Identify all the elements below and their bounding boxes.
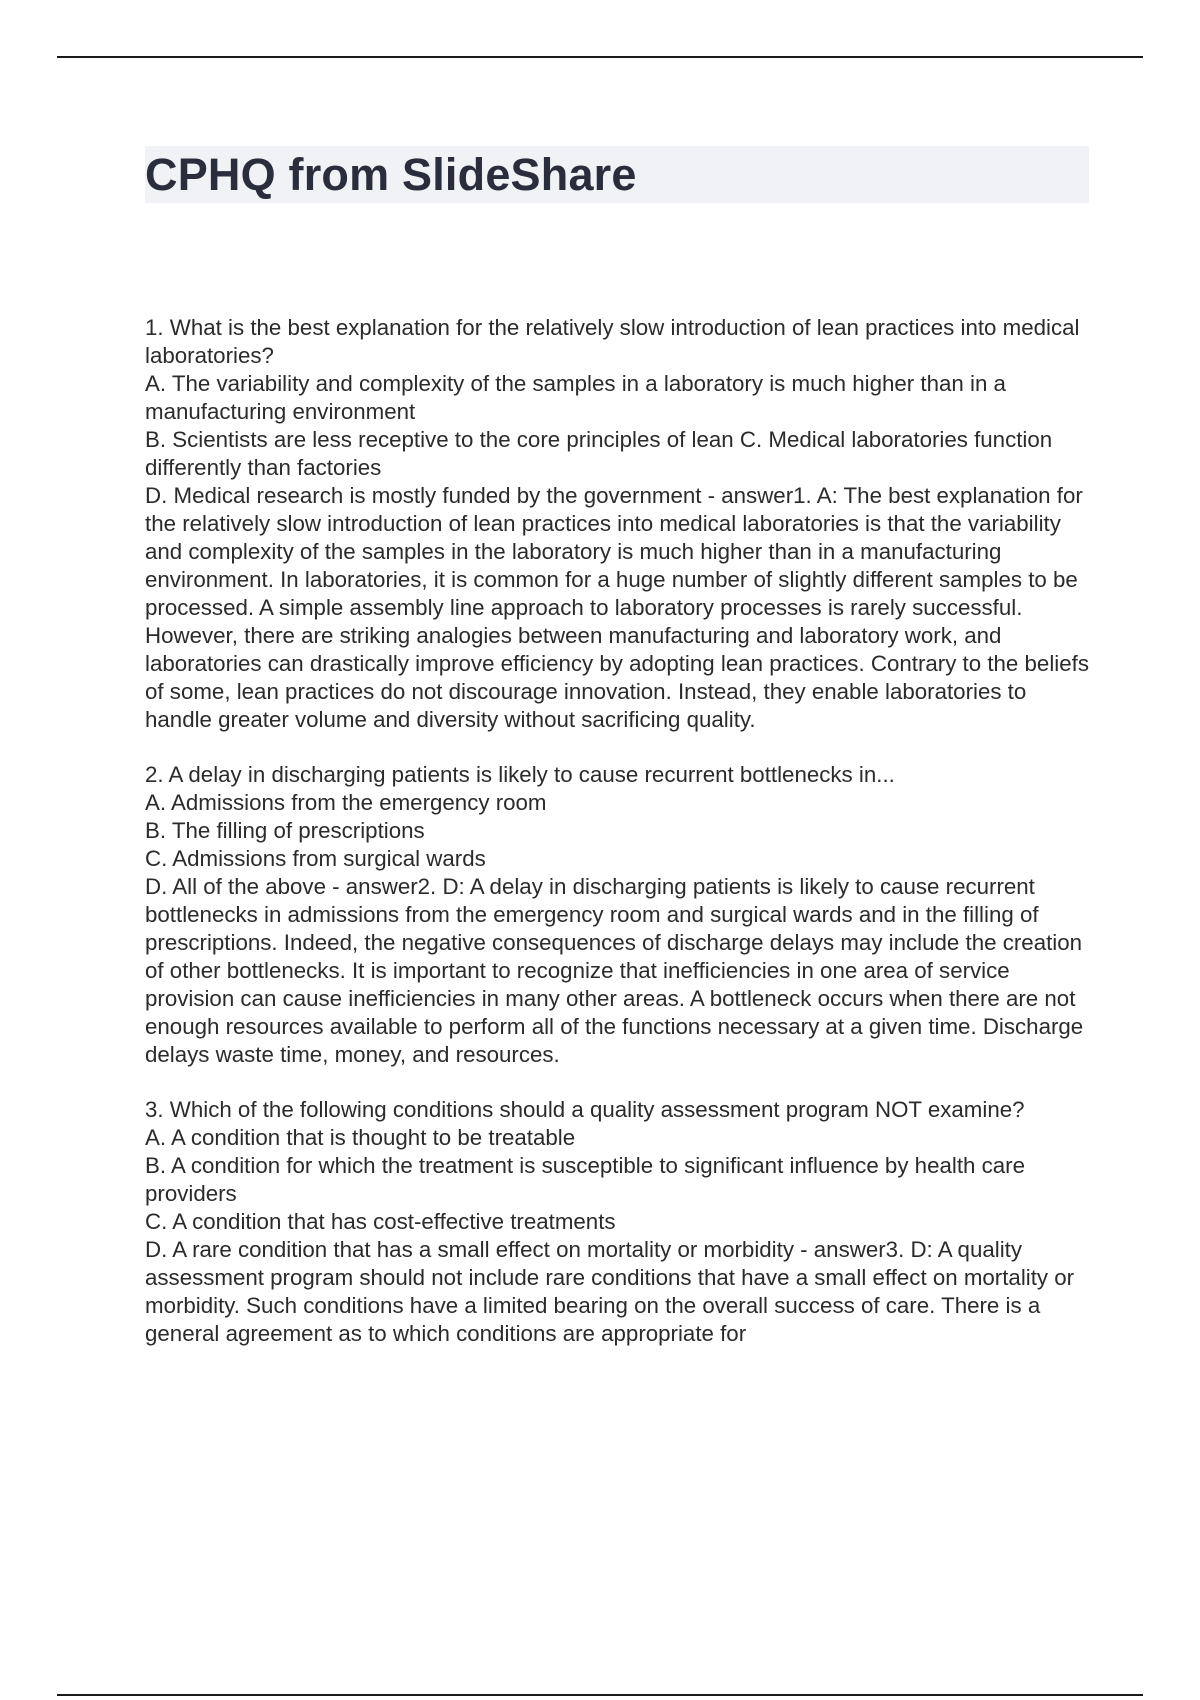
answer-option-b: B. A condition for which the treatment is susceptible to significant influence by health care providers [145, 1153, 1025, 1206]
answer-option-a: A. The variability and complexity of the samples in a laboratory is much higher than in a manufacturing environment [145, 371, 1006, 424]
top-divider [57, 56, 1143, 58]
answer-option-a: A. Admissions from the emergency room [145, 790, 547, 815]
question-block-2 [145, 761, 1090, 1069]
question-text: 2. A delay in discharging patients is likely to cause recurrent bottlenecks in... [145, 762, 895, 787]
answer-option-c: C. A condition that has cost-effective treatments [145, 1209, 616, 1234]
answer-option-d-explanation: D. All of the above - answer2. D: A delay in discharging patients is likely to cause recurrent bottlenecks in admissions from the emergency room and surgical wards and in the filling of prescriptions. Indeed, the negative consequences of discharge delays may include the creation of other bottlenecks. It is important to recognize that inefficiencies in one area of service provision can cause inefficiencies in many other areas. A bottleneck occurs when there are not enough resources available to perform all of the functions necessary at a given time. Discharge delays waste time, money, and resources. [145, 874, 1084, 1067]
question-block-1 [145, 314, 1090, 734]
answer-option-b: B. The filling of prescriptions [145, 818, 425, 843]
question-text: 3. Which of the following conditions should a quality assessment program NOT examine? [145, 1097, 1025, 1122]
document-title: CPHQ from SlideShare [145, 149, 637, 200]
question-text: 1. What is the best explanation for the relatively slow introduction of lean practices into medical laboratories? [145, 315, 1080, 368]
answer-option-d-explanation: D. A rare condition that has a small effect on mortality or morbidity - answer3. D: A quality assessment program should not include rare conditions that have a small effect on mortality or morbidity. Such conditions have a limited bearing on the overall success of care. There is a general agreement as to which conditions are appropriate for [145, 1237, 1075, 1346]
answer-option-a: A. A condition that is thought to be treatable [145, 1125, 576, 1150]
document-body [145, 314, 1090, 1375]
answer-option-b-c: B. Scientists are less receptive to the core principles of lean C. Medical laboratories function differently than factories [145, 427, 1053, 480]
answer-option-d-explanation: D. Medical research is mostly funded by the government - answer1. A: The best explanation for the relatively slow introduction of lean practices into medical laboratories is that the variability and complexity of the samples in the laboratory is much higher than in a manufacturing environment. In laboratories, it is common for a huge number of slightly different samples to be processed. A simple assembly line approach to laboratory processes is rarely successful. However, there are striking analogies between manufacturing and laboratory work, and laboratories can drastically improve efficiency by adopting lean practices. Contrary to the beliefs of some, lean practices do not discourage innovation. Instead, they enable laboratories to handle greater volume and diversity without sacrificing quality. [145, 483, 1089, 732]
bottom-divider [57, 1694, 1143, 1696]
answer-option-c: C. Admissions from surgical wards [145, 846, 486, 871]
question-block-3 [145, 1096, 1090, 1348]
